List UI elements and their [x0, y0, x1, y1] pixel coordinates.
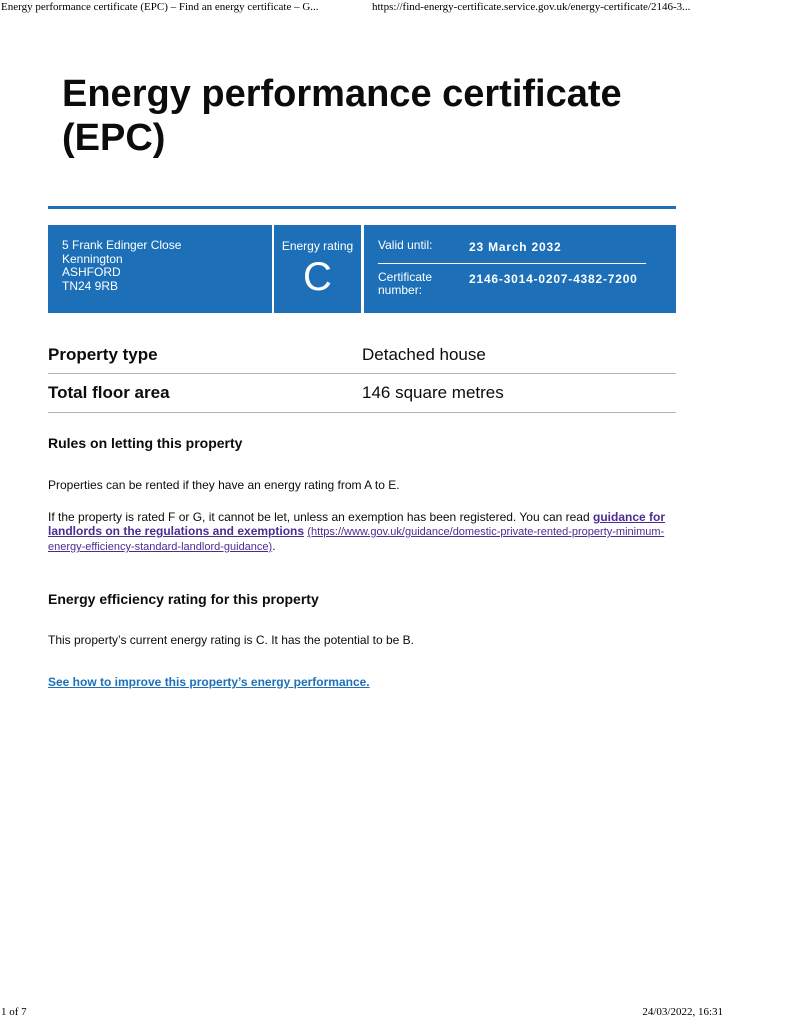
print-datetime: 24/03/2022, 16:31 — [642, 1006, 723, 1018]
valid-until-date: 23 March 2032 — [469, 240, 562, 254]
valid-until-row — [378, 239, 646, 264]
improve-performance-paragraph — [48, 675, 673, 689]
address-cell — [48, 225, 272, 313]
print-header-url: https://find-energy-certificate.service.gov.uk/energy-certificate/2146-3... — [372, 1, 691, 13]
title-divider — [48, 206, 676, 209]
landlord-guidance-url: (https://www.gov.uk/guidance/domestic-private-rented-property-minimum-energy-efficiency-standard-landlord-guidance) — [48, 526, 665, 553]
improve-performance-link[interactable]: See how to improve this property’s energy performance. — [48, 675, 370, 689]
summary-value: Detached house — [362, 345, 486, 364]
property-summary-list — [48, 336, 676, 413]
address-line: Kennington — [62, 251, 123, 266]
address-line: TN24 9RB — [62, 278, 119, 293]
energy-rating-label: Energy rating — [281, 239, 354, 253]
property-address — [48, 225, 272, 293]
letting-paragraph-2 — [48, 510, 673, 554]
summary-row-floor-area — [48, 374, 676, 413]
letting-paragraph-1: Properties can be rented if they have an energy rating from A to E. — [48, 478, 400, 492]
letting-paragraph-2-end: . — [272, 539, 276, 553]
energy-rating-letter: C — [303, 255, 332, 299]
efficiency-heading: Energy efficiency rating for this property — [48, 591, 319, 607]
certificate-number: 2146-3014-0207-4382-7200 — [469, 272, 638, 286]
print-footer — [0, 1006, 791, 1024]
efficiency-paragraph: This property’s current energy rating is C. It has the potential to be B. — [48, 633, 414, 647]
address-line: 5 Frank Edinger Close — [62, 238, 182, 252]
page-title: Energy performance certificate (EPC) — [62, 73, 622, 159]
summary-key: Property type — [48, 345, 158, 364]
valid-until-label: Valid until: — [378, 238, 433, 252]
print-header — [0, 0, 791, 16]
letting-paragraph-2-text: If the property is rated F or G, it cannot be let, unless an exemption has been registered. You can read — [48, 510, 593, 524]
print-header-title: Energy performance certificate (EPC) – Find an energy certificate – G... — [1, 1, 319, 13]
address-line: ASHFORD — [62, 265, 121, 279]
epc-summary-box — [48, 225, 676, 313]
energy-rating-cell — [274, 225, 361, 313]
certificate-details-cell — [364, 225, 676, 313]
summary-key: Total floor area — [48, 383, 170, 402]
landlord-guidance-link[interactable]: guidance for landlords on the regulations and exemptions — [48, 510, 666, 538]
letting-heading: Rules on letting this property — [48, 435, 243, 451]
page-number: 1 of 7 — [1, 1006, 27, 1018]
certificate-number-label: Certificate number: — [378, 270, 433, 297]
summary-value: 146 square metres — [362, 383, 504, 402]
summary-row-property-type — [48, 336, 676, 374]
